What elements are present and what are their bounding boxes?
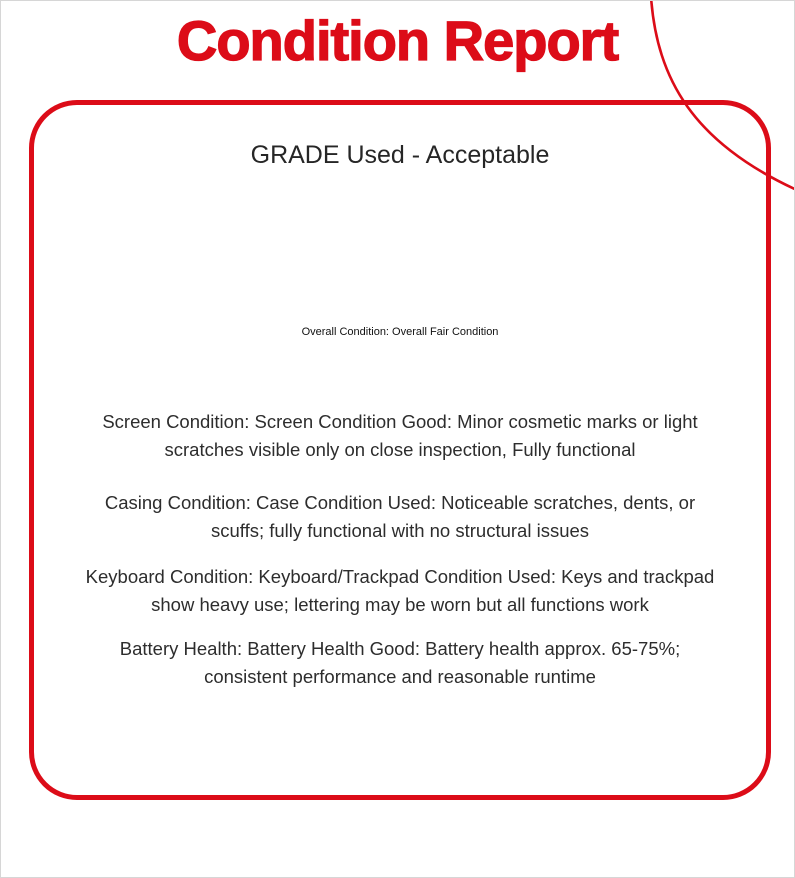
condition-paragraph-casing — [55, 489, 745, 545]
condition-line: scratches visible only on close inspection, Fully functional — [164, 439, 636, 460]
condition-line: scuffs; fully functional with no structural issues — [210, 520, 590, 541]
page-title: Condition Report — [176, 9, 619, 72]
condition-paragraph-screen — [55, 408, 745, 464]
grade-heading: GRADE Used - Acceptable — [250, 141, 550, 169]
condition-line: Battery Health: Battery Health Good: Battery health approx. 65-75%; — [119, 638, 681, 659]
condition-line: Screen Condition: Screen Condition Good: Minor cosmetic marks or light — [102, 411, 698, 432]
condition-paragraph-battery — [55, 635, 745, 691]
report-card — [29, 100, 771, 800]
condition-line: Keyboard Condition: Keyboard/Trackpad Condition Used: Keys and trackpad — [85, 566, 715, 587]
condition-line: consistent performance and reasonable runtime — [204, 666, 596, 687]
condition-line: show heavy use; lettering may be worn but all functions work — [151, 594, 649, 615]
overall-condition-line: Overall Condition: Overall Fair Condition — [301, 326, 499, 338]
condition-paragraph-keyboard — [55, 563, 745, 619]
condition-line: Casing Condition: Case Condition Used: Noticeable scratches, dents, or — [104, 492, 696, 513]
